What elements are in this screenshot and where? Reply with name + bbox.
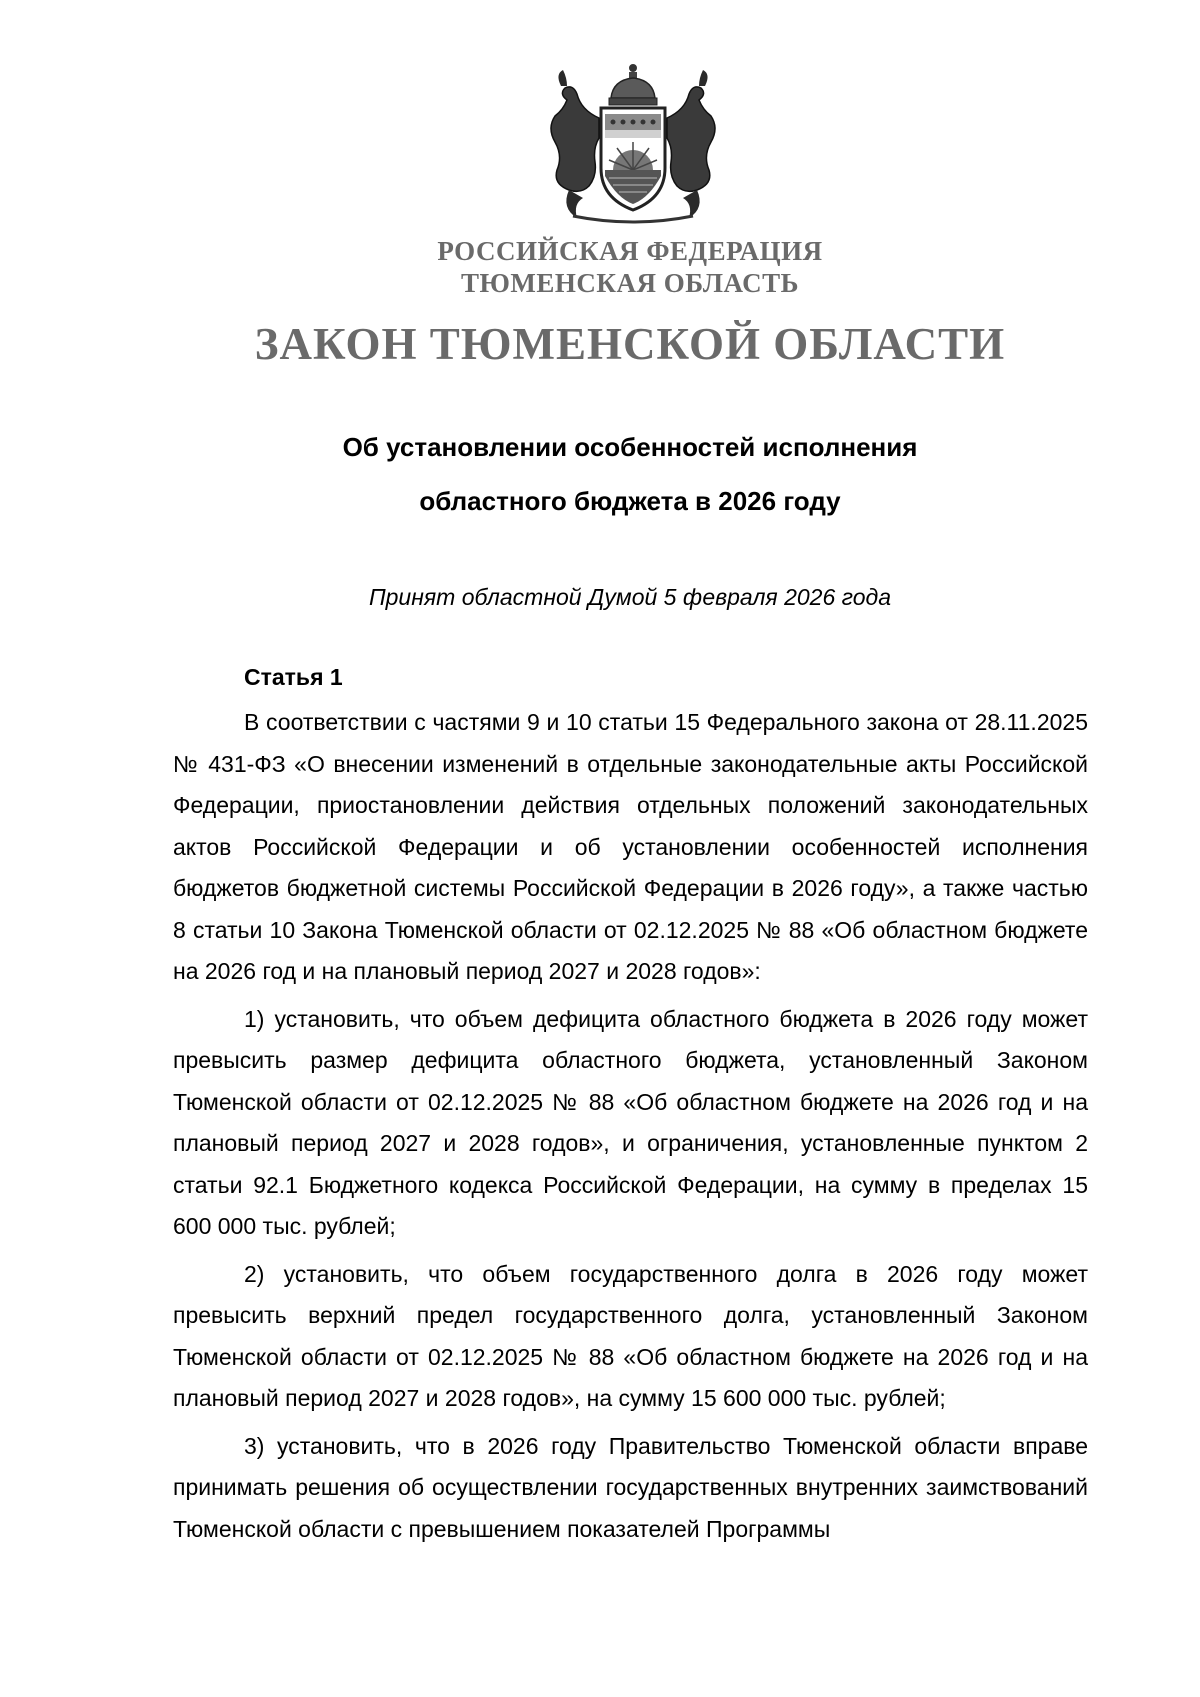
article-heading: Статья 1: [244, 664, 343, 690]
coat-of-arms-icon: [533, 58, 733, 228]
law-title-line-1: Об установлении особенностей исполнения: [342, 432, 918, 462]
article-paragraph: 2) установить, что объем государственного долга в 2026 году может превысить верхний предел государственного долга, установленный Законом Тюменской области от 02.12.2025 № 88 «Об областном бюджете на 2026 год и на плановый период 2027 и 2028 годов», на сумму 15 600 000 тыс. рублей;: [173, 1260, 1088, 1411]
article-paragraph: 3) установить, что в 2026 году Правительство Тюменской области вправе принимать решения об осуществлении государственных внутренних заимствований Тюменской области с превышением показателей Программы: [173, 1432, 1088, 1542]
article-paragraph: В соответствии с частями 9 и 10 статьи 15 Федерального закона от 28.11.2025 № 431-ФЗ «О внесении изменений в отдельные законодательные акты Российской Федерации, приостановлении действия отдельных положений законодательных актов Российской Федерации и об установлении особенностей исполнения бюджетов бюджетной системы Российской Федерации в 2026 году», а также частью 8 статьи 10 Закона Тюменской области от 02.12.2025 № 88 «Об областном бюджете на 2026 год и на плановый период 2027 и 2028 годов»:: [173, 709, 1088, 984]
article-paragraph: 1) установить, что объем дефицита областного бюджета в 2026 году может превысить размер дефицита областного бюджета, установленный Законом Тюменской области от 02.12.2025 № 88 «Об областном бюджете на 2026 год и на плановый период 2027 и 2028 годов», и ограничения, установленные пунктом 2 статьи 92.1 Бюджетного кодекса Российской Федерации, на сумму в пределах 15 600 000 тыс. рублей;: [173, 1005, 1088, 1239]
article-body: [173, 702, 1088, 1556]
adoption-note: Принят областной Думой 5 февраля 2026 года: [368, 584, 892, 610]
law-title-line-2: областного бюджета в 2026 году: [419, 486, 841, 516]
country-heading: РОССИЙСКАЯ ФЕДЕРАЦИЯ: [437, 236, 823, 266]
law-heading: ЗАКОН ТЮМЕНСКОЙ ОБЛАСТИ: [254, 319, 1006, 369]
region-heading: ТЮМЕНСКАЯ ОБЛАСТЬ: [460, 268, 800, 298]
